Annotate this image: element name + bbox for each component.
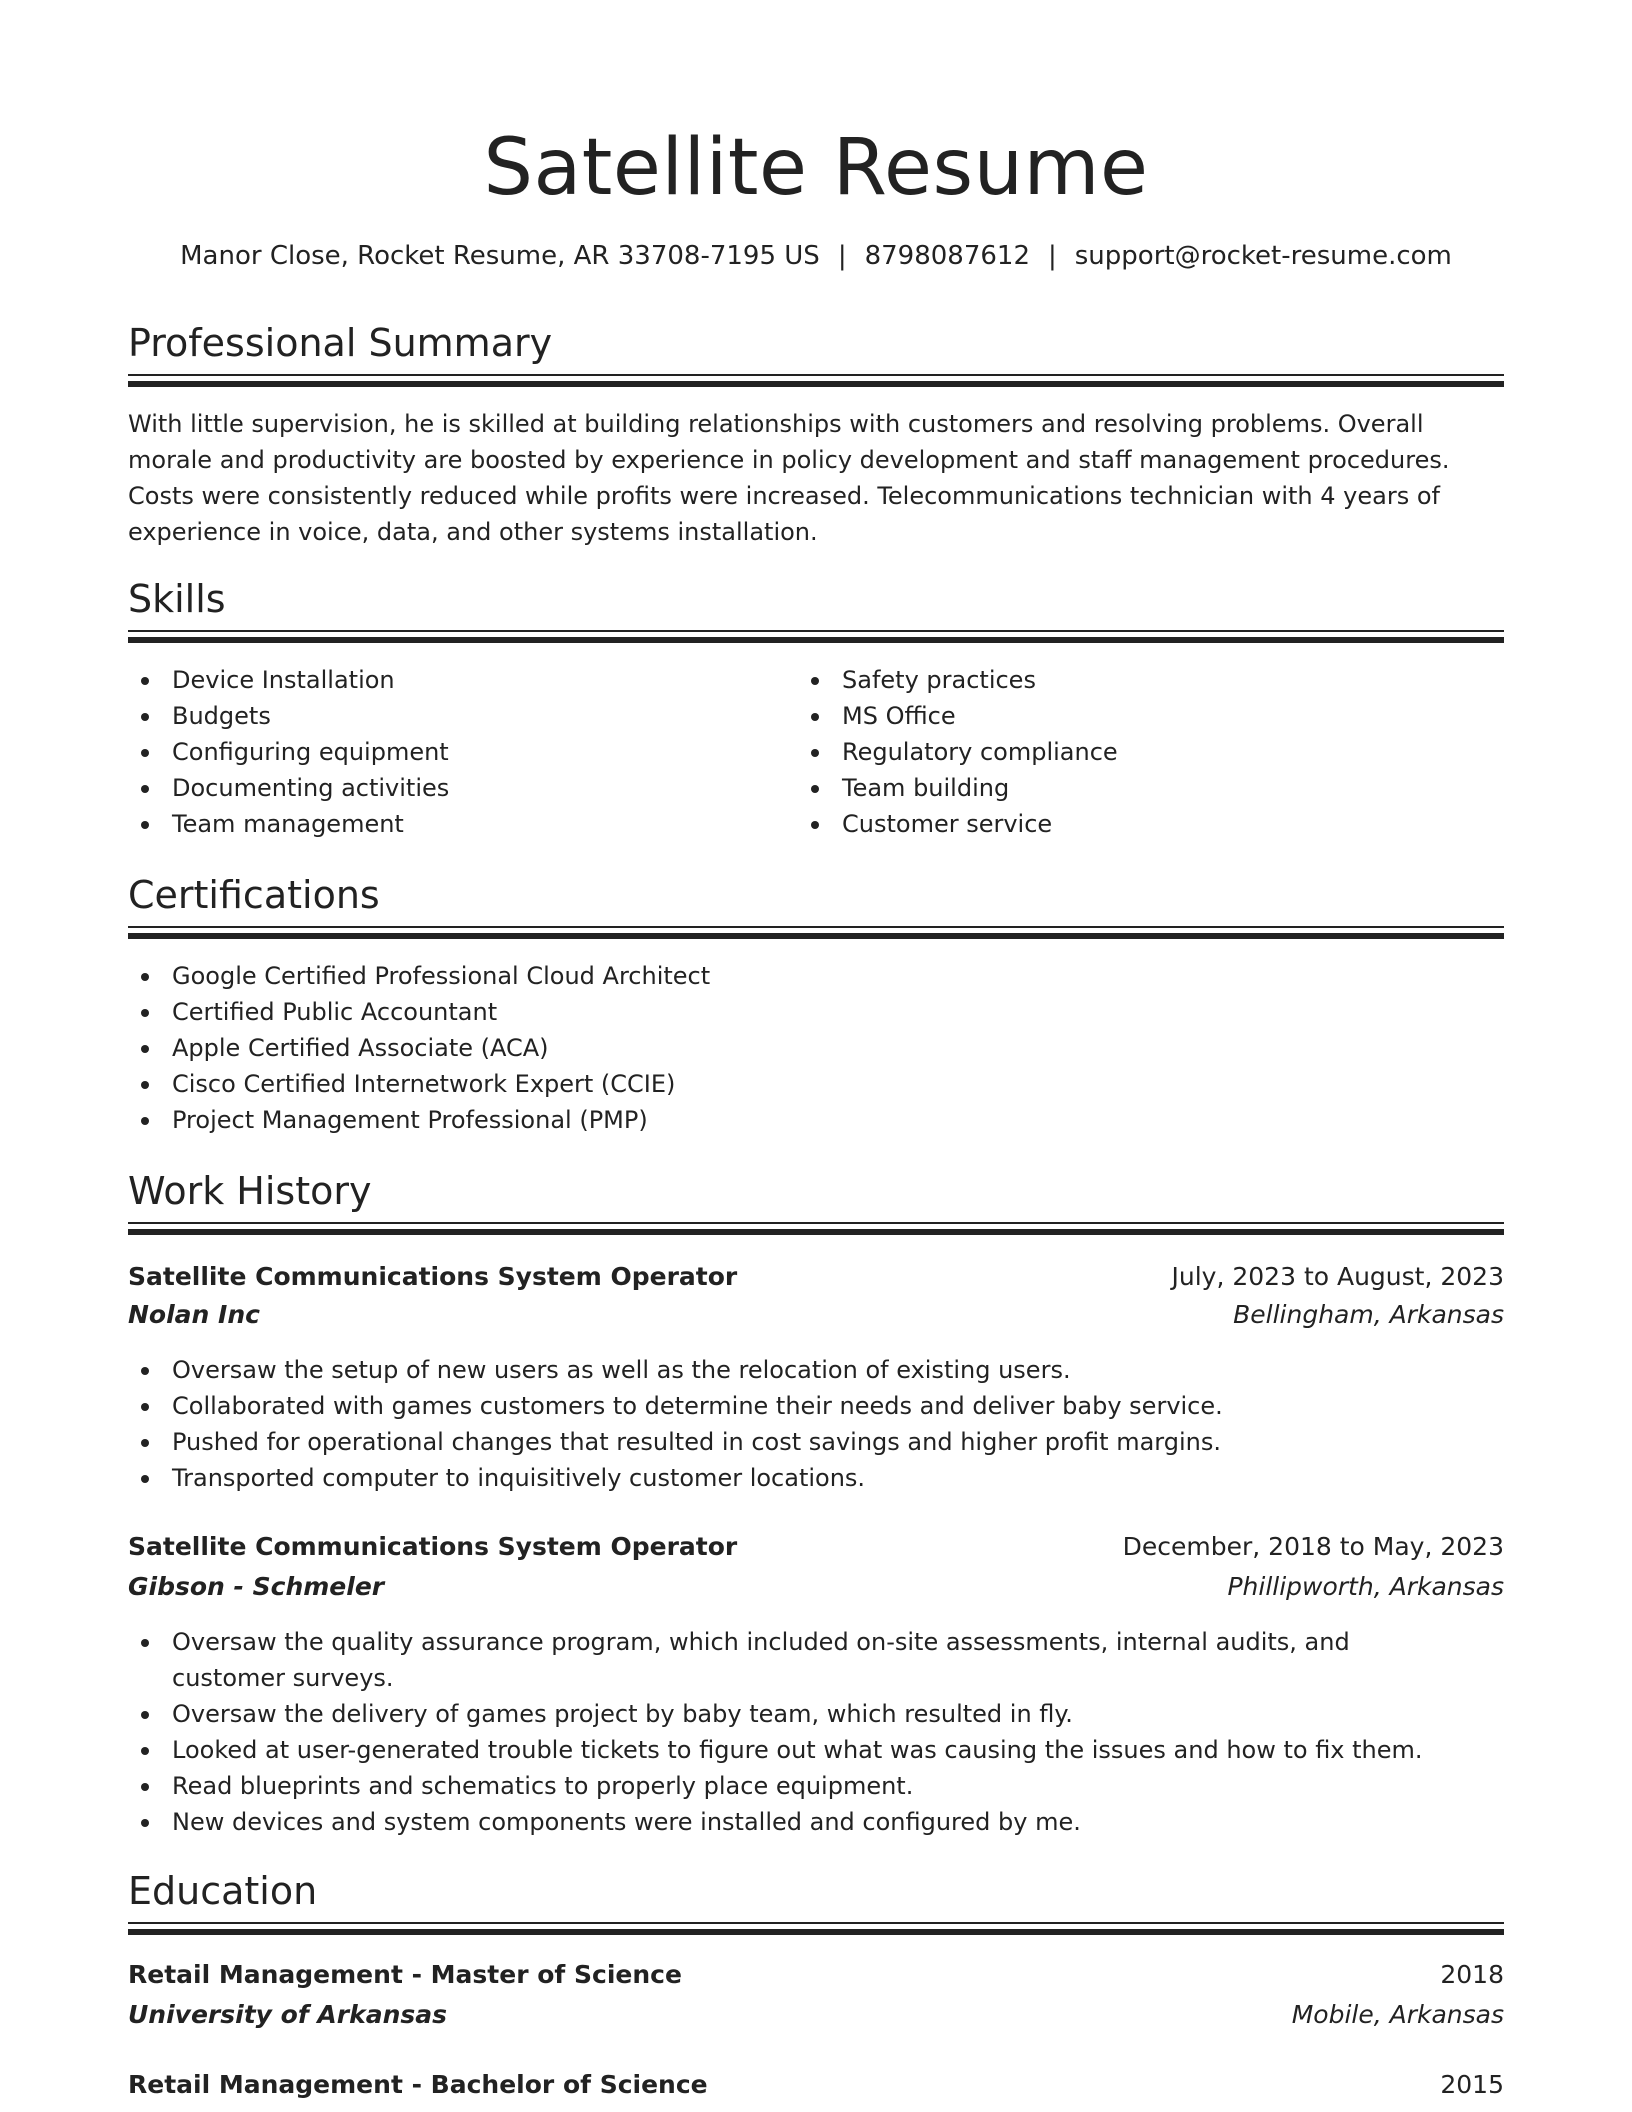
skill-item: Budgets [128,698,449,734]
contact-line [128,238,1504,274]
job-bullets [128,1352,1223,1496]
skills-list-left [128,662,449,842]
certifications-list [128,958,710,1138]
skill-item: Regulatory compliance [798,734,1118,770]
section-divider [128,1922,1504,1936]
section-divider [128,374,1504,388]
job-bullet: Transported computer to inquisitively customer locations. [128,1460,1223,1496]
section-title-education: Education [128,1869,318,1913]
job-location: Bellingham, Arkansas [1233,1300,1504,1329]
certification-item: Cisco Certified Internetwork Expert (CCIE) [128,1066,710,1102]
job-bullet: Oversaw the quality assurance program, which included on-site assessments, internal audits, and customer surveys. [128,1624,1504,1696]
skill-item: Safety practices [798,662,1118,698]
job-bullet: Oversaw the setup of new users as well as the relocation of existing users. [128,1352,1223,1388]
contact-separator: | [837,241,847,271]
skill-item: Customer service [798,806,1118,842]
skill-item: Device Installation [128,662,449,698]
skill-item: MS Office [798,698,1118,734]
job-subheader [128,1568,1504,1606]
job-title: Satellite Communications System Operator [128,1262,738,1291]
job-company: Gibson - Schmeler [128,1572,385,1601]
skill-item: Team building [798,770,1118,806]
education-year: 2015 [1440,2070,1504,2099]
certification-item: Project Management Professional (PMP) [128,1102,710,1138]
job-location: Phillipworth, Arkansas [1227,1572,1504,1601]
section-title-summary: Professional Summary [128,321,553,365]
job-bullet: Read blueprints and schematics to properly place equipment. [128,1768,1504,1804]
job-title: Satellite Communications System Operator [128,1532,738,1561]
summary-text: With little supervision, he is skilled at building relationships with customers and resolving problems. Overall morale and productivity are boosted by experience in policy development and staff management procedures. Costs were consistently reduced while profits were increased. Telecommunications technician with 4 years of experience in voice, data, and other systems installation. [128,410,1450,546]
certification-item: Certified Public Accountant [128,994,710,1030]
education-header [128,1956,1504,1994]
skill-item: Documenting activities [128,770,449,806]
education-year: 2018 [1440,1960,1504,1989]
job-company: Nolan Inc [128,1300,260,1329]
job-header [128,1258,1504,1296]
job-subheader [128,1296,1504,1334]
skill-item: Configuring equipment [128,734,449,770]
job-bullet: Oversaw the delivery of games project by baby team, which resulted in fly. [128,1696,1504,1732]
certification-item: Apple Certified Associate (ACA) [128,1030,710,1066]
section-title-skills: Skills [128,577,226,621]
section-divider [128,1222,1504,1236]
contact-address: Manor Close, Rocket Resume, AR 33708-7195 US [180,241,820,271]
job-header [128,1528,1504,1566]
contact-phone: 8798087612 [864,241,1030,271]
section-title-certifications: Certifications [128,873,380,917]
education-subheader [128,1996,1504,2034]
contact-email[interactable]: support@rocket-resume.com [1074,241,1452,271]
job-bullet: Pushed for operational changes that resulted in cost savings and higher profit margins. [128,1424,1223,1460]
skill-item: Team management [128,806,449,842]
job-dates: July, 2023 to August, 2023 [1171,1262,1504,1291]
job-bullet: Collaborated with games customers to determine their needs and deliver baby service. [128,1388,1223,1424]
skills-list-right [798,662,1118,842]
resume-page [128,0,1504,2112]
job-bullet: Looked at user-generated trouble tickets to figure out what was causing the issues and how to fix them. [128,1732,1504,1768]
job-dates: December, 2018 to May, 2023 [1122,1532,1504,1561]
education-degree: Retail Management - Master of Science [128,1960,682,1989]
resume-name: Satellite Resume [483,123,1149,213]
education-header [128,2066,1504,2104]
education-location: Mobile, Arkansas [1291,2000,1504,2029]
job-bullets [128,1624,1504,1840]
section-divider [128,926,1504,940]
section-divider [128,630,1504,644]
education-school: University of Arkansas [128,2000,448,2029]
contact-separator: | [1048,241,1057,271]
education-degree: Retail Management - Bachelor of Science [128,2070,708,2099]
section-title-work-history: Work History [128,1169,372,1213]
certification-item: Google Certified Professional Cloud Architect [128,958,710,994]
job-bullet: New devices and system components were installed and configured by me. [128,1804,1504,1840]
